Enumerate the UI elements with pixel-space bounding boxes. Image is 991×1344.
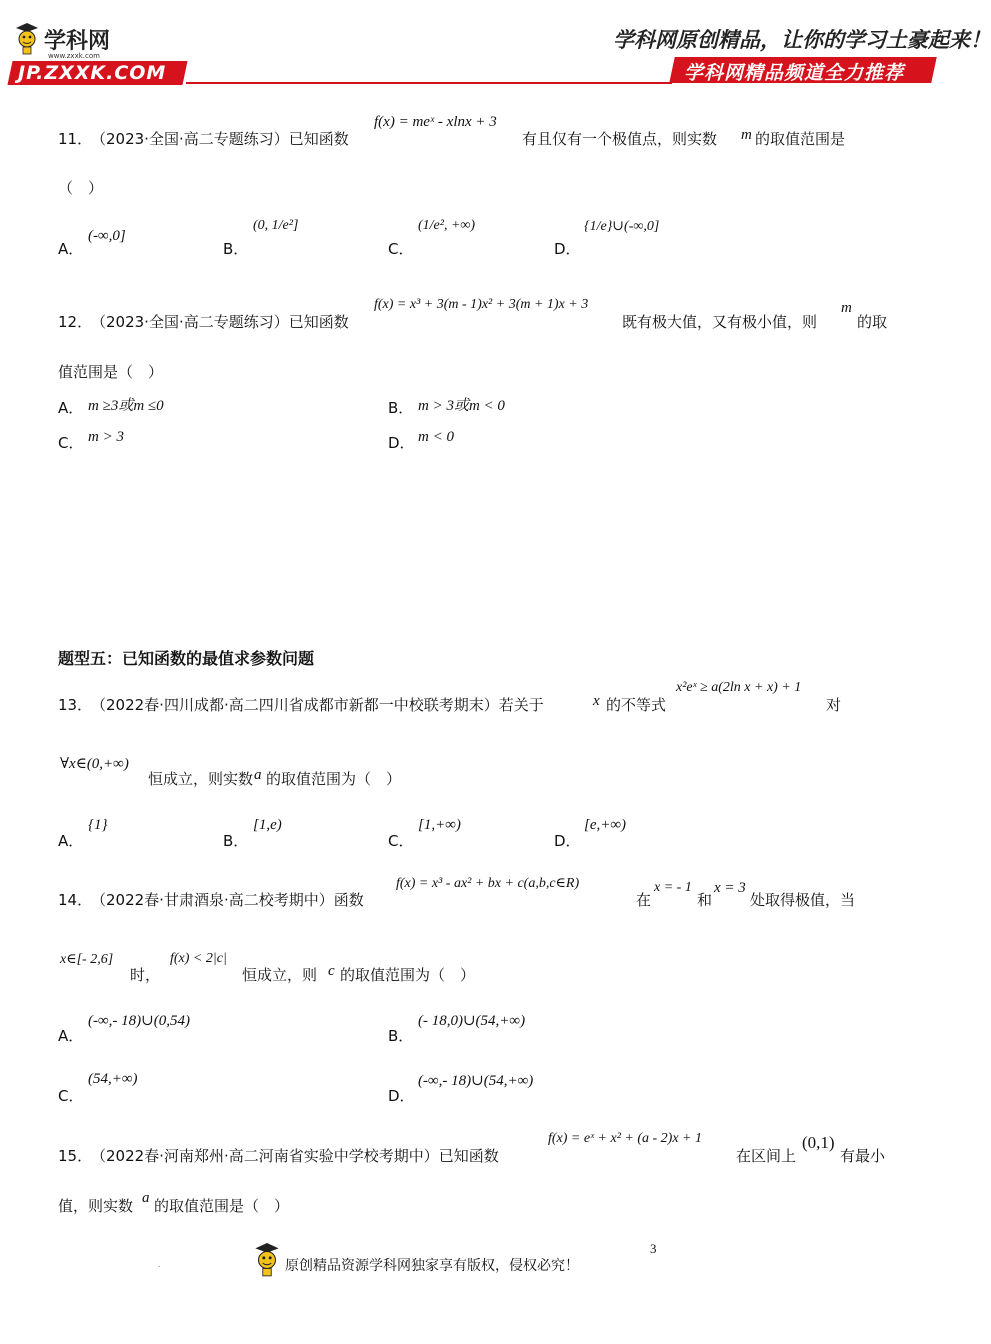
q13-option-a-value: {1} (88, 817, 108, 833)
q15-source: （2022春·河南郑州·高二河南省实验中学校考期中）已知函数 (91, 1147, 499, 1165)
q13-option-b-value: [1,e) (253, 817, 282, 833)
q12-option-d-label: D． (388, 434, 415, 452)
header-slogan: 学科网原创精品，让你的学习土豪起来！ (613, 27, 991, 52)
q14-option-c-value: (54,+∞) (88, 1071, 138, 1087)
page-number: 3 (650, 1241, 657, 1256)
q11-source: （2023·全国·高二专题练习）已知函数 (91, 130, 349, 148)
q14-option-d-value: (-∞,- 18)∪(54,+∞) (418, 1073, 534, 1089)
q14-option-b-label: B． (388, 1027, 414, 1045)
header-divider (186, 82, 672, 84)
footer-dot: . (158, 1260, 161, 1269)
q13-source: （2022春·四川成都·高二四川省成都市新都一中校联考期末）若关于 (91, 696, 544, 714)
q12-line2: 值范围是（ ） (58, 363, 164, 381)
q11-answer-paren: （ ） (58, 179, 104, 197)
q14-x2: x = 3 (714, 880, 746, 896)
q15-line2-tail: 的取值范围是（ ） (154, 1197, 290, 1215)
channel-banner-text: 学科网精品频道全力推荐 (684, 62, 905, 84)
q13-option-d-label: D． (554, 832, 581, 850)
q13-option-c-value: [1,+∞) (418, 817, 461, 833)
q13-tail: 的不等式 (606, 696, 667, 714)
q11-number: 11． (58, 130, 93, 148)
q12-tail: 既有极大值，又有极小值，则 (622, 313, 818, 331)
q13-var2: a (254, 767, 262, 783)
q15-line2: 值，则实数 (58, 1197, 134, 1215)
q13-option-b-label: B． (223, 832, 249, 850)
q14-at: 在 (636, 891, 652, 909)
q13-option-c-label: C． (388, 832, 414, 850)
q12-option-a-value: m ≥3或m ≤0 (88, 398, 164, 414)
q12-tail2: 的取 (857, 313, 888, 331)
q13-tail2: 对 (826, 696, 842, 714)
q12-var: m (841, 300, 852, 316)
q13-number: 13． (58, 696, 93, 714)
q12-option-b-label: B． (388, 399, 414, 417)
q11-option-b-label: B． (223, 240, 249, 258)
q14-formula: f(x) = x³ - ax² + bx + c(a,b,c∈R) (396, 876, 580, 891)
q13-var: x (593, 693, 600, 709)
q11-option-a-label: A． (58, 240, 84, 258)
footer-copyright: 原创精品资源学科网独家享有版权，侵权必究！ (285, 1258, 579, 1274)
q11-option-c-label: C． (388, 240, 414, 258)
q11-option-d-value: {1/e}∪(-∞,0] (584, 219, 660, 234)
q14-tail: 处取得极值，当 (750, 891, 856, 909)
q14-line2-ineq: f(x) < 2|c| (170, 951, 227, 966)
logo-name: 学科网 (44, 29, 111, 54)
q12-option-a-label: A． (58, 399, 84, 417)
q13-option-a-label: A． (58, 832, 84, 850)
q14-option-a-label: A． (58, 1027, 84, 1045)
q12-option-d-value: m < 0 (418, 429, 454, 445)
q13-line2: 恒成立，则实数 (148, 770, 254, 788)
logo-banner-text: JP.ZXXK.COM (18, 62, 167, 84)
q11-option-c-value: (1/e², +∞) (418, 218, 476, 233)
q12-option-b-value: m > 3或m < 0 (418, 398, 505, 414)
q13-line2-tail: 的取值范围为（ ） (266, 770, 402, 788)
q14-source: （2022春·甘肃酒泉·高二校考期中）函数 (91, 891, 364, 909)
q14-line2-tail: 的取值范围为（ ） (340, 966, 476, 984)
q11-tail: 有且仅有一个极值点，则实数 (522, 130, 718, 148)
q14-and: 和 (697, 891, 713, 909)
q14-option-a-value: (-∞,- 18)∪(0,54) (88, 1013, 190, 1029)
q12-source: （2023·全国·高二专题练习）已知函数 (91, 313, 349, 331)
q11-option-a-value: (-∞,0] (88, 228, 126, 244)
q13-formula: x²eˣ ≥ a(2ln x + x) + 1 (676, 680, 802, 695)
q14-option-d-label: D． (388, 1087, 415, 1105)
q14-line2: 恒成立，则 (242, 966, 318, 984)
q14-line2-formula: x∈[- 2,6] (60, 952, 114, 967)
q13-option-d-value: [e,+∞) (584, 817, 627, 833)
q15-tail2: 有最小 (840, 1147, 886, 1165)
q13-line2-formula: ∀x∈(0,+∞) (60, 756, 129, 772)
q14-option-c-label: C． (58, 1087, 84, 1105)
q15-tail: 在区间上 (736, 1147, 797, 1165)
q15-var: a (142, 1190, 150, 1206)
q12-option-c-value: m > 3 (88, 429, 124, 445)
q14-option-b-value: (- 18,0)∪(54,+∞) (418, 1013, 526, 1029)
q12-formula: f(x) = x³ + 3(m - 1)x² + 3(m + 1)x + 3 (374, 297, 589, 312)
q14-x1: x = - 1 (654, 880, 692, 895)
section-title: 题型五：已知函数的最值求参数问题 (58, 649, 315, 668)
q11-formula: f(x) = meˣ - xlnx + 3 (374, 114, 497, 130)
q12-number: 12． (58, 313, 93, 331)
q14-line2-when: 时， (130, 966, 161, 984)
logo-small-url: www.zxxk.com (48, 52, 100, 60)
q12-option-c-label: C． (58, 434, 84, 452)
logo-mascot-icon (14, 22, 40, 56)
q14-number: 14． (58, 891, 93, 909)
q11-option-b-value: (0, 1/e²] (253, 218, 299, 233)
footer-mascot-icon (252, 1242, 282, 1278)
q11-option-d-label: D． (554, 240, 581, 258)
q11-var: m (741, 127, 752, 143)
q15-formula: f(x) = eˣ + x² + (a - 2)x + 1 (548, 1131, 702, 1146)
q15-interval: (0,1) (802, 1133, 835, 1152)
q11-tail2: 的取值范围是 (755, 130, 846, 148)
q14-var: c (328, 963, 335, 979)
q15-number: 15． (58, 1147, 93, 1165)
